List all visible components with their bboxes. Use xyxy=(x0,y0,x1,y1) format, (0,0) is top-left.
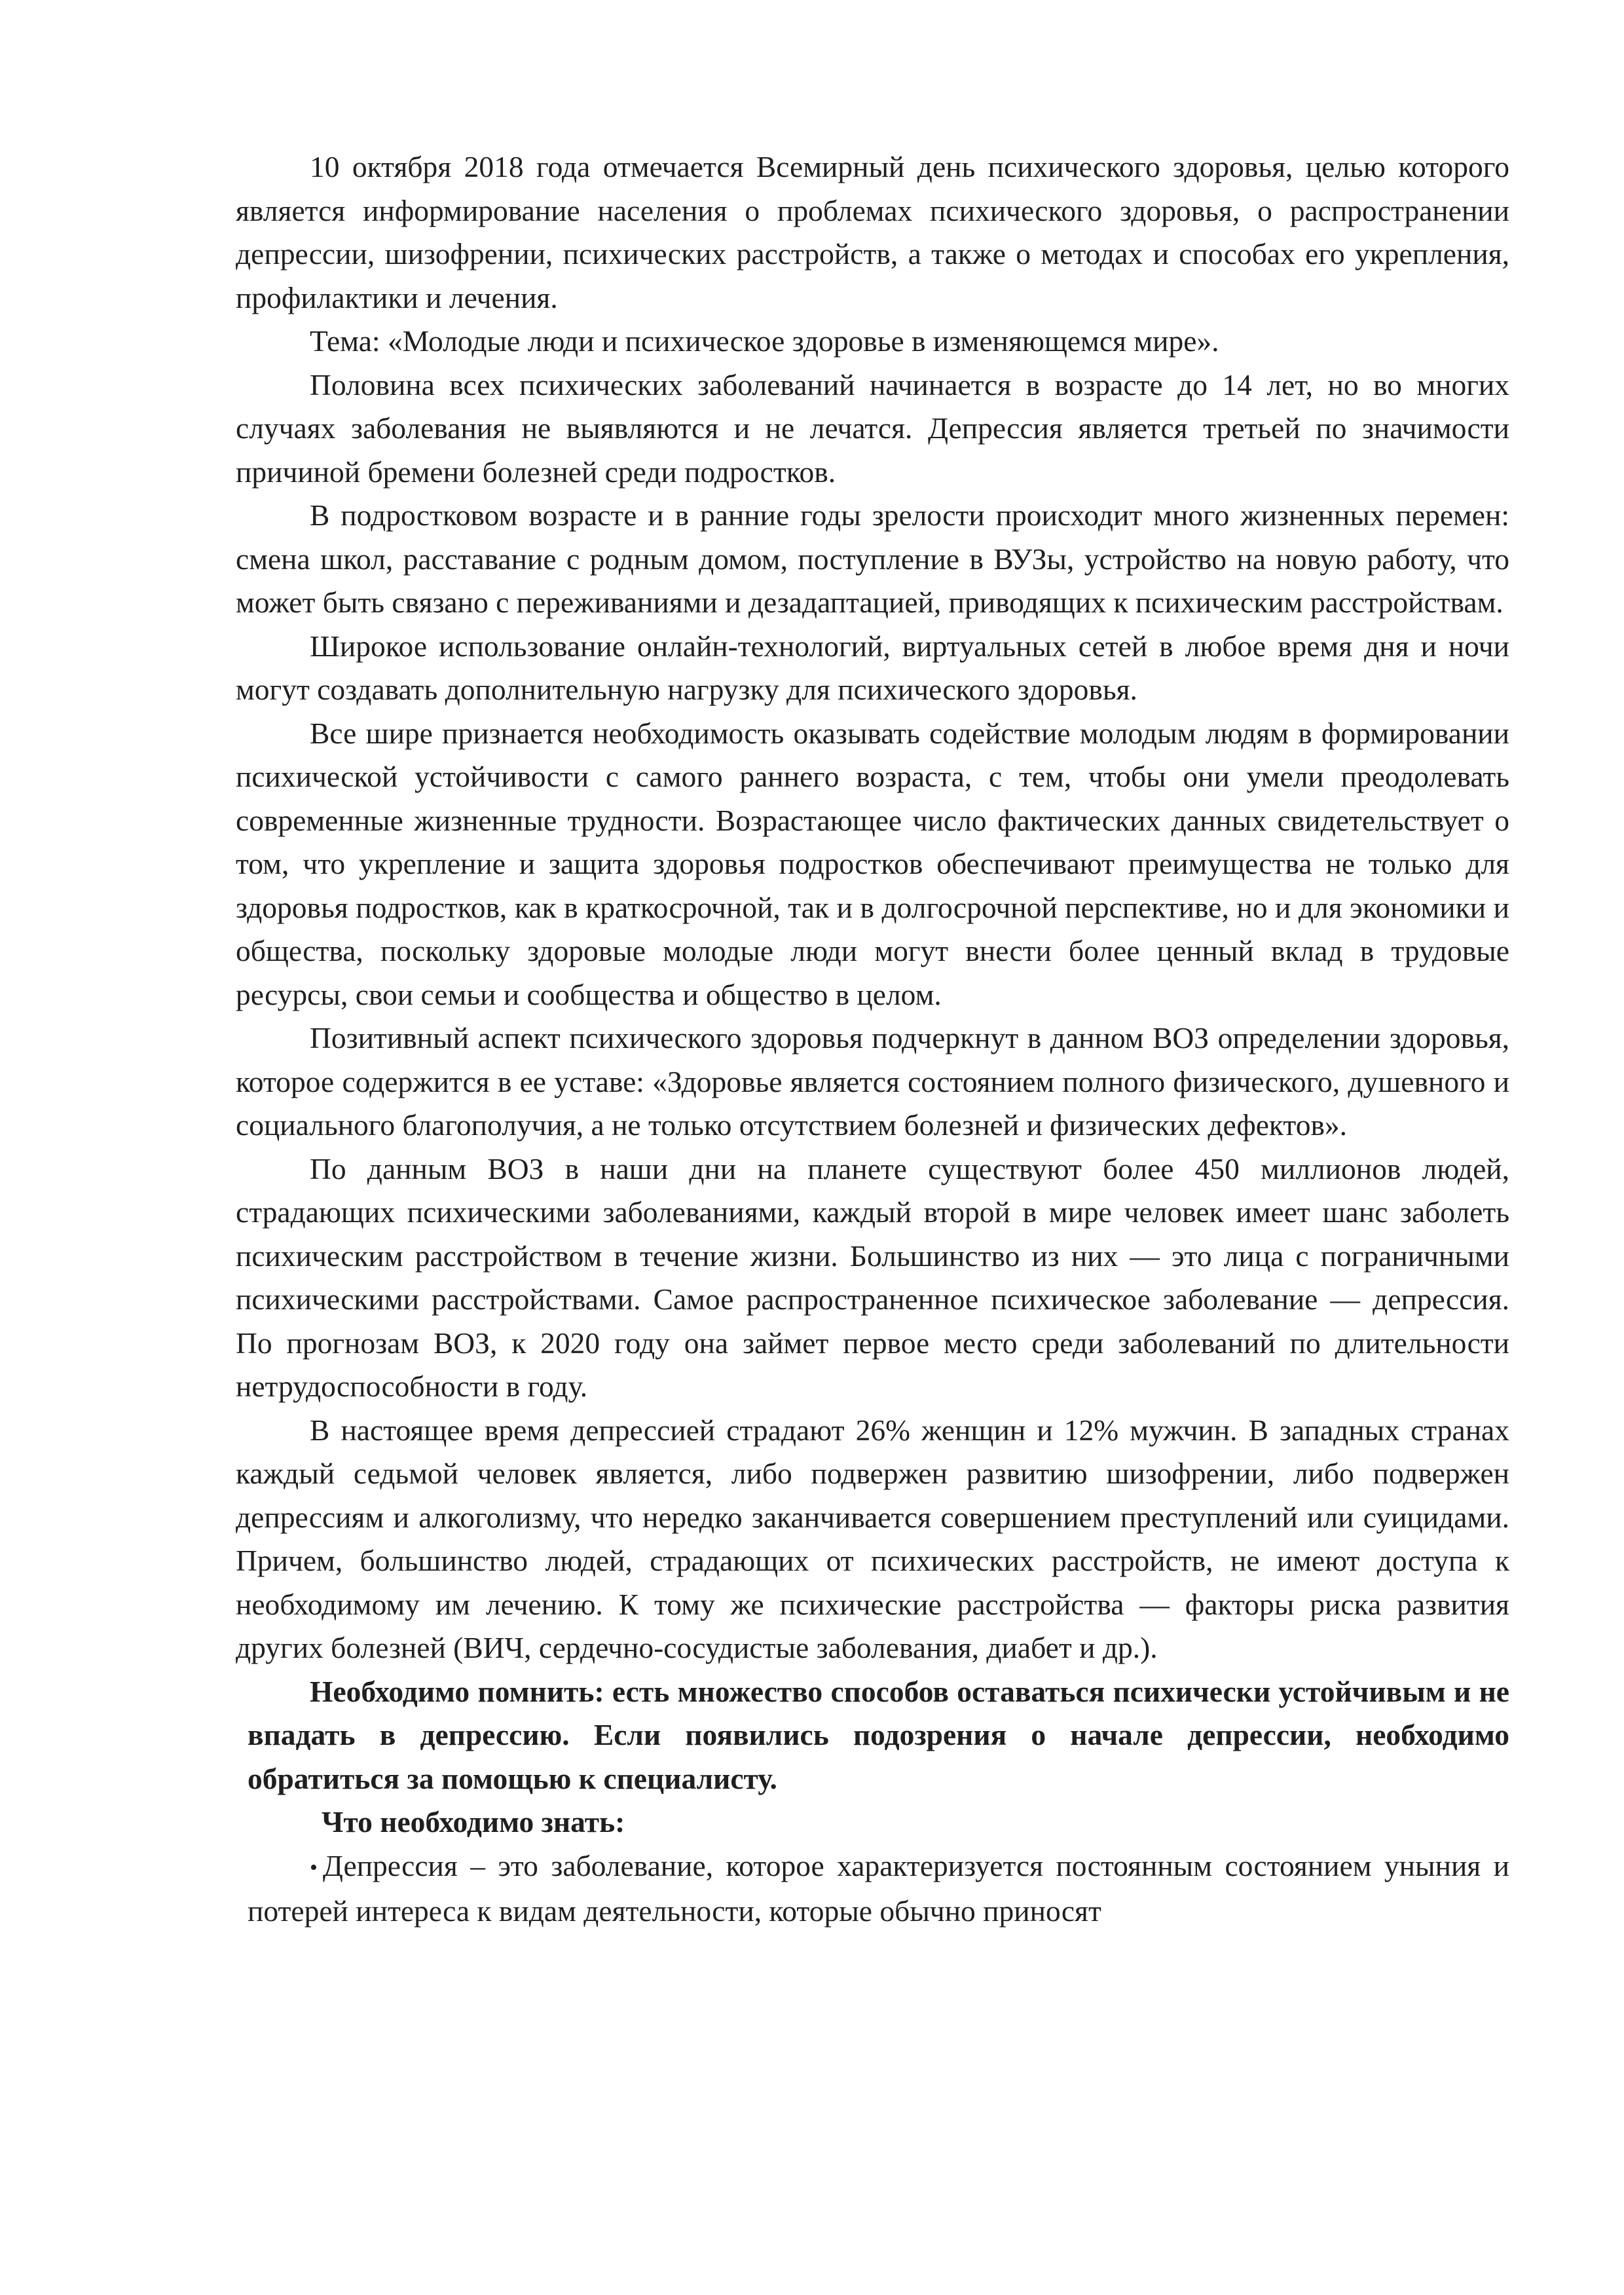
paragraph-resilience: Все шире признается необходимость оказывать содействие молодым людям в формировании психической устойчивости с самого раннего возраста, с тем, чтобы они умели преодолевать современные жизненные трудности. Возрастающее число фактических данных свидетельствует о том, что укрепление и защита здоровья подростков обеспечивают преимущества не только для здоровья подростков, как в краткосрочной, так и в долгосрочной перспективе, но и для экономики и общества, поскольку здоровые молодые люди могут внести более ценный вклад в трудовые ресурсы, свои семьи и сообщества и общество в целом. xyxy=(236,716,1509,1011)
notice-paragraph: Необходимо помнить: есть множество способов оставаться психически устойчивым и не впадать в депрессию. Если появились подозрения о начале депрессии, необходимо обратиться за помощью к специалисту. xyxy=(248,1674,1509,1795)
bullet-icon: • xyxy=(310,1855,318,1880)
paragraph-who-statistics: По данным ВОЗ в наши дни на планете существуют более 450 миллионов людей, страдающих психическими заболеваниями, каждый второй в мире человек имеет шанс заболеть психическим расстройством в течение жизни. Большинство из них — это лица с пограничными психическими расстройствами. Самое распространенное психическое заболевание — депрессия. По прогнозам ВОЗ, к 2020 году она займет первое место среди заболеваний по длительности нетрудоспособности в году. xyxy=(236,1151,1509,1403)
paragraph-half-of-disorders: Половина всех психических заболеваний начинается в возрасте до 14 лет, но во многих случаях заболевания не выявляются и не лечатся. Депрессия является третьей по значимости причиной бремени болезней среди подростков. xyxy=(236,367,1509,489)
paragraph-theme: Тема: «Молодые люди и психическое здоровье в изменяющемся мире». xyxy=(310,324,1219,358)
document-body xyxy=(236,145,1509,1933)
paragraph-adolescence-changes: В подростковом возрасте и в ранние годы зрелости происходит много жизненных перемен: смена школ, расставание с родным домом, поступление в ВУЗы, устройство на новую работу, что может быть связано с переживаниями и дезадаптацией, приводящих к психическим расстройствам. xyxy=(236,498,1509,619)
list-item-text: Депрессия – это заболевание, которое характеризуется постоянным состоянием уныния и потерей интереса к видам деятельности, которые обычно приносят xyxy=(248,1848,1509,1928)
subheading-what-to-know: Что необходимо знать: xyxy=(322,1805,625,1838)
paragraph-online-technologies: Широкое использование онлайн-технологий, виртуальных сетей в любое время дня и ночи могут создавать дополнительную нагрузку для психического здоровья. xyxy=(236,629,1509,706)
paragraph-who-definition: Позитивный аспект психического здоровья подчеркнут в данном ВОЗ определении здоровья, которое содержится в ее уставе: «Здоровье является состоянием полного физического, душевного и социального благополучия, а не только отсутствием болезней и физических дефектов». xyxy=(236,1021,1509,1142)
paragraph-depression-prevalence: В настоящее время депрессией страдают 26% женщин и 12% мужчин. В западных странах каждый седьмой человек является, либо подвержен развитию шизофрении, либо подвержен депрессиям и алкоголизму, что нередко заканчивается совершением преступлений или суицидами. Причем, большинство людей, страдающих от психических расстройств, не имеют доступа к необходимому им лечению. К тому же психические расстройства — факторы риска развития других болезней (ВИЧ, сердечно-сосудистые заболевания, диабет и др.). xyxy=(236,1413,1509,1664)
paragraph-intro: 10 октября 2018 года отмечается Всемирный день психического здоровья, целью которого является информирование населения о проблемах психического здоровья, о распространении депрессии, шизофрении, психических расстройств, а также о методах и способах его укрепления, профилактики и лечения. xyxy=(236,150,1509,314)
list-item xyxy=(236,1844,1509,1933)
